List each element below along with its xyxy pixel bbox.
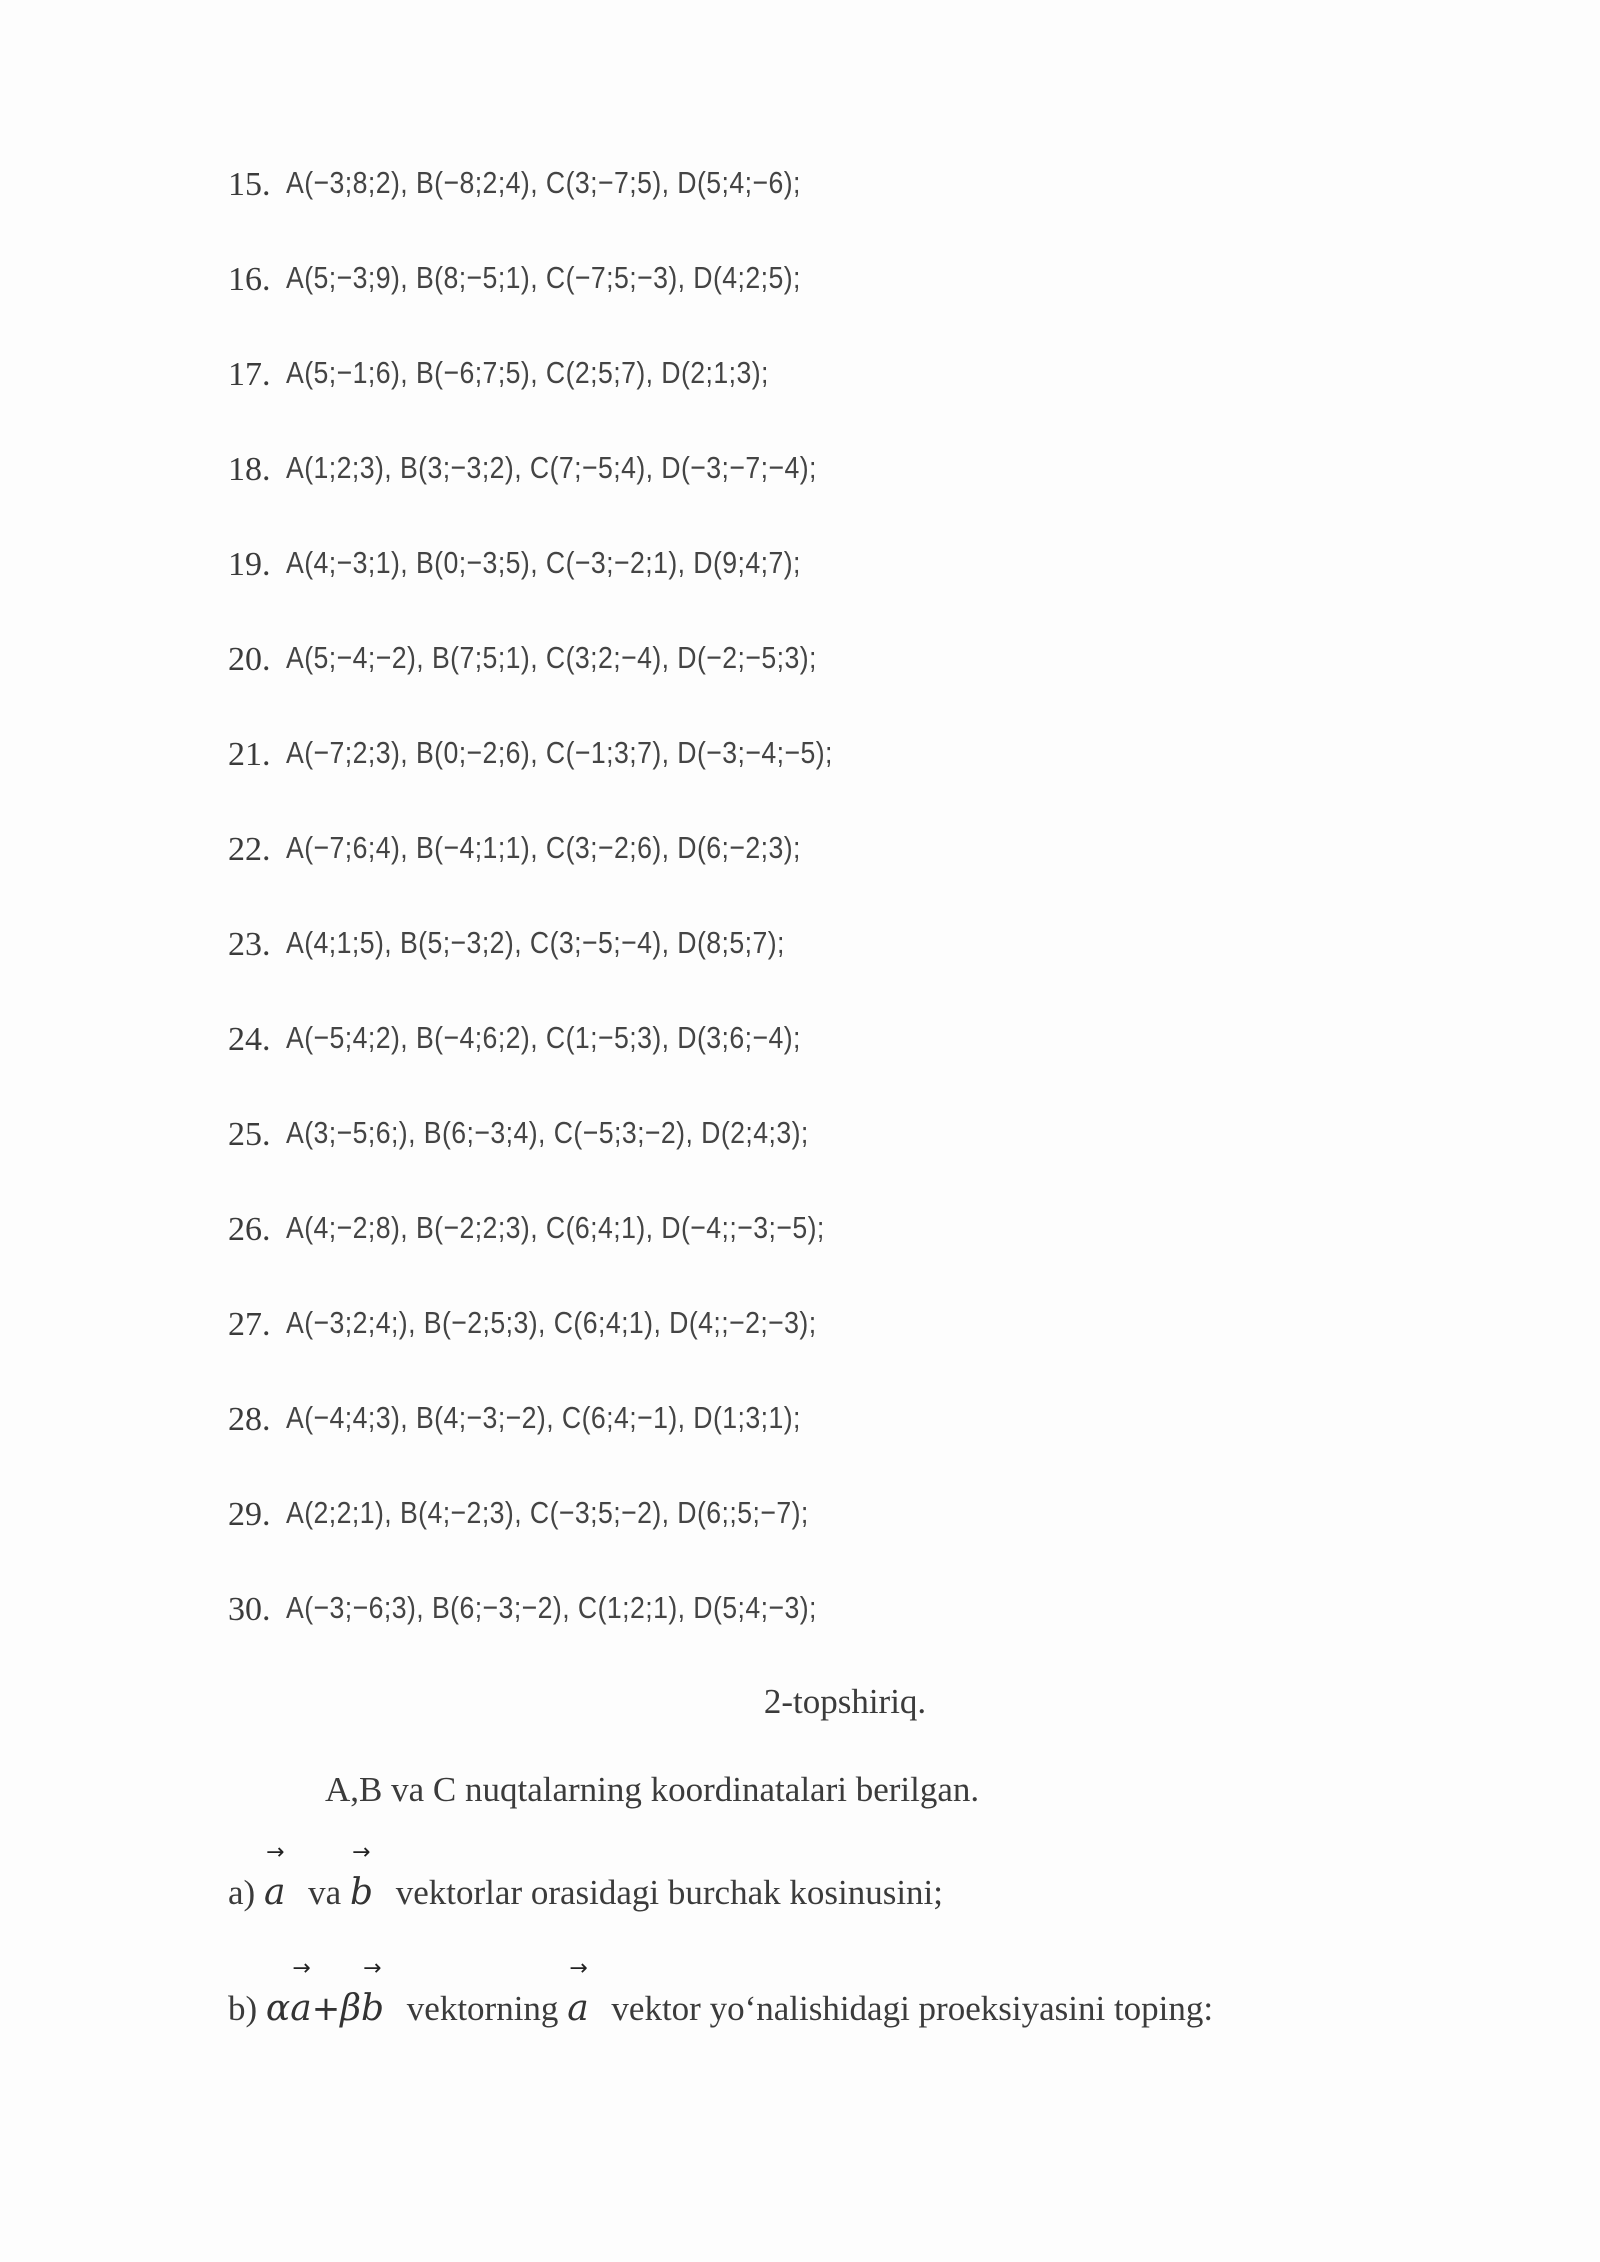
task-points: A(5;−1;6), B(−6;7;5), C(2;5;7), D(2;1;3); (286, 355, 769, 390)
beta-symbol: β (340, 1988, 361, 2029)
vector-arrow-icon: → (363, 1956, 382, 1981)
task-points: A(4;−3;1), B(0;−3;5), C(−3;−2;1), D(9;4;7); (286, 545, 801, 580)
task-number: 23. (228, 926, 271, 963)
item-a-va: va (308, 1873, 342, 1912)
vector-a: → a (290, 1956, 312, 2029)
task-points: A(−7;2;3), B(0;−2;6), C(−1;3;7), D(−3;−4;−5); (286, 735, 833, 770)
task-number: 18. (228, 451, 271, 488)
task-number: 15. (228, 166, 271, 203)
task-number: 26. (228, 1211, 271, 1248)
task-number: 17. (228, 356, 271, 393)
item-a (228, 1840, 943, 1932)
task-points: A(1;2;3), B(3;−3;2), C(7;−5;4), D(−3;−7;−4); (286, 450, 817, 485)
item-b-prefix: b) (228, 1989, 258, 2028)
item-a-text: vektorlar orasidagi burchak kosinusini; (395, 1873, 943, 1912)
task-points: A(−3;−6;3), B(6;−3;−2), C(1;2;1), D(5;4;−3); (286, 1590, 817, 1625)
task-number: 27. (228, 1306, 271, 1343)
vector-a: → a (263, 1840, 286, 1913)
vector-b: → b (349, 1840, 374, 1913)
section-intro: A,B va C nuqtalarning koordinatalari berilgan. (325, 1770, 980, 1809)
vector-arrow-icon: → (265, 1840, 285, 1865)
task-points: A(3;−5;6;), B(6;−3;4), C(−5;3;−2), D(2;4;3); (286, 1115, 809, 1150)
task-number: 22. (228, 831, 271, 868)
task-points: A(4;1;5), B(5;−3;2), C(3;−5;−4), D(8;5;7); (286, 925, 785, 960)
task-number: 28. (228, 1401, 271, 1438)
task-points: A(5;−4;−2), B(7;5;1), C(3;2;−4), D(−2;−5;3); (286, 640, 817, 675)
task-number: 24. (228, 1021, 271, 1058)
task-points: A(−4;4;3), B(4;−3;−2), C(6;4;−1), D(1;3;1); (286, 1400, 801, 1435)
vector-arrow-icon: → (569, 1956, 588, 1981)
task-points: A(−3;2;4;), B(−2;5;3), C(6;4;1), D(4;;−2;−3); (286, 1305, 817, 1340)
task-number: 21. (228, 736, 271, 773)
task-points: A(5;−3;9), B(8;−5;1), C(−7;5;−3), D(4;2;5); (286, 260, 801, 295)
task-number: 16. (228, 261, 271, 298)
vector-a: → a (567, 1956, 589, 2029)
task-points: A(2;2;1), B(4;−2;3), C(−3;5;−2), D(6;;5;−7); (286, 1495, 809, 1530)
plus-sign: + (311, 1989, 341, 2029)
task-number: 25. (228, 1116, 271, 1153)
task-number: 29. (228, 1496, 271, 1533)
item-a-prefix: a) (228, 1873, 256, 1912)
item-b-text1: vektorning (406, 1989, 559, 2028)
task-number: 30. (228, 1591, 271, 1628)
vector-arrow-icon: → (292, 1956, 311, 1981)
vector-arrow-icon: → (351, 1840, 371, 1865)
task-points: A(−3;8;2), B(−8;2;4), C(3;−7;5), D(5;4;−6); (286, 165, 801, 200)
item-b-text2: vektor yo‘nalishidagi proeksiyasini toping: (611, 1989, 1214, 2028)
task-points: A(4;−2;8), B(−2;2;3), C(6;4;1), D(−4;;−3;−5); (286, 1210, 825, 1245)
vector-b: → b (361, 1956, 385, 2029)
task-points: A(−7;6;4), B(−4;1;1), C(3;−2;6), D(6;−2;3); (286, 830, 801, 865)
task-number: 19. (228, 546, 271, 583)
alpha-symbol: α (265, 1988, 291, 2029)
task-number: 20. (228, 641, 271, 678)
section-heading: 2-topshiriq. (763, 1682, 927, 1721)
item-b (228, 1956, 1214, 2048)
task-points: A(−5;4;2), B(−4;6;2), C(1;−5;3), D(3;6;−4); (286, 1020, 801, 1055)
